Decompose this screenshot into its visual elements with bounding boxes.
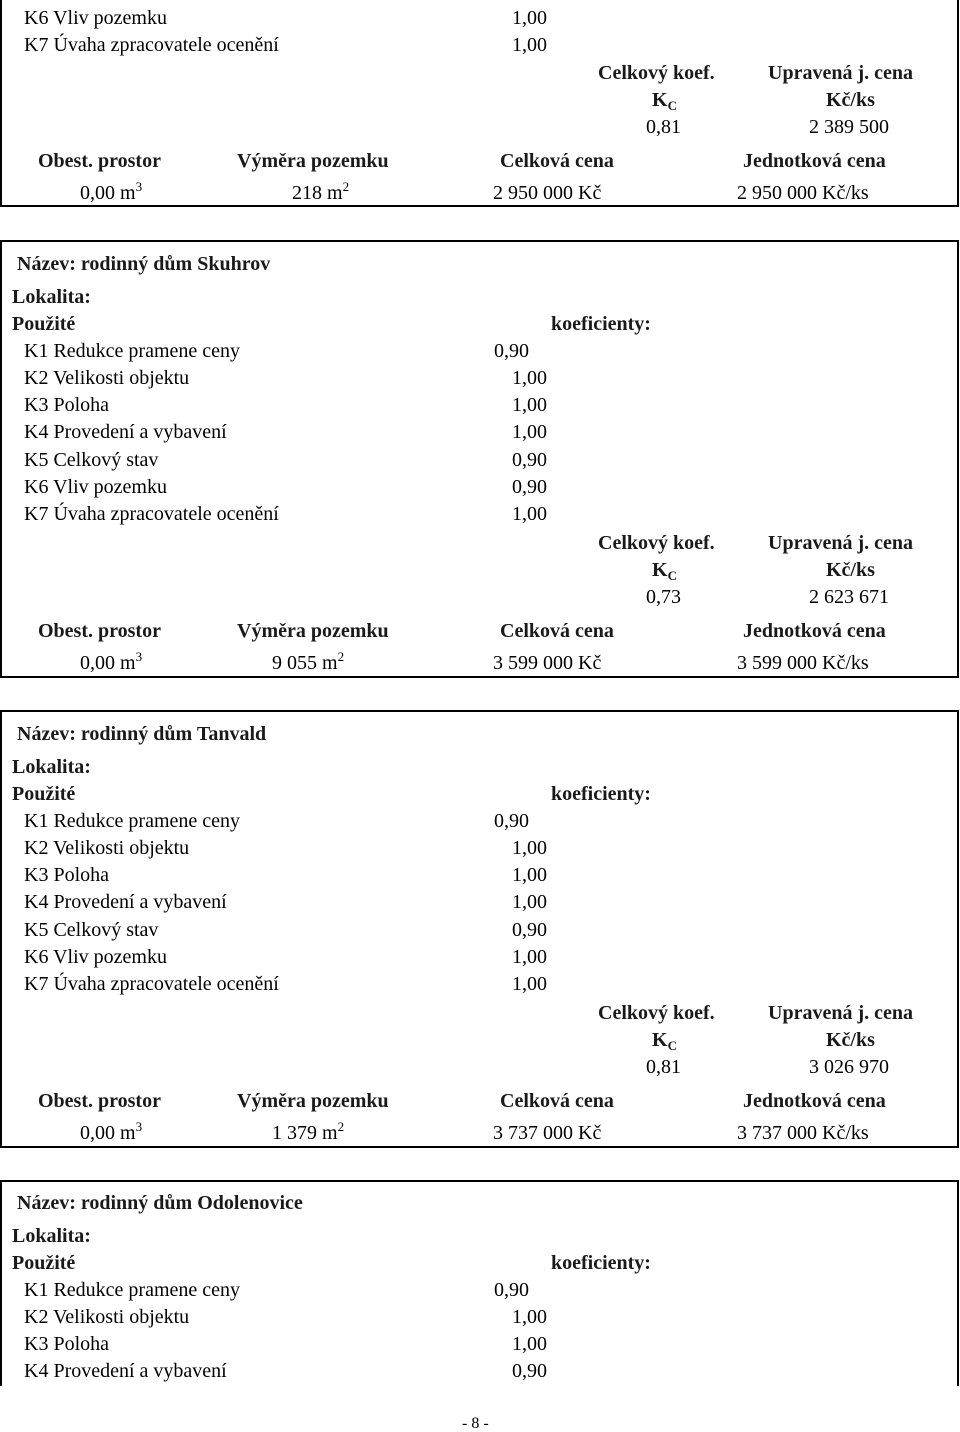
- upravena-cena-header: Upravená j. cena: [768, 532, 913, 554]
- coef-value: 1,00: [512, 7, 547, 29]
- block-border-bottom: [0, 676, 959, 678]
- celkovy-koef-header: Celkový koef.: [598, 532, 715, 554]
- kc-value: 0,81: [646, 116, 681, 138]
- block-border-right: [957, 240, 959, 678]
- block-border-right: [957, 1180, 959, 1386]
- celkovy-koef-header: Celkový koef.: [598, 62, 715, 84]
- coef-value: 1,00: [512, 891, 547, 913]
- coef-label: K4 Provedení a vybavení: [24, 421, 227, 443]
- coef-value: 1,00: [512, 1333, 547, 1355]
- celkova-cena-header: Celková cena: [500, 150, 614, 172]
- coef-value: 0,90: [494, 340, 529, 362]
- coef-value: 1,00: [512, 864, 547, 886]
- valuation-block-odolenovice: [0, 1180, 960, 1386]
- coef-label: K4 Provedení a vybavení: [24, 1360, 227, 1382]
- block-border-top: [0, 710, 959, 712]
- coef-label: K1 Redukce pramene ceny: [24, 340, 241, 362]
- kc-value: 0,73: [646, 586, 681, 608]
- coef-value: 1,00: [512, 1306, 547, 1328]
- coef-label: K2 Velikosti objektu: [24, 367, 190, 389]
- coef-label: K3 Poloha: [24, 864, 109, 886]
- coef-label: K2 Velikosti objektu: [24, 1306, 190, 1328]
- block-border-top: [0, 240, 959, 242]
- celkova-cena-header: Celková cena: [500, 620, 614, 642]
- obest-prostor-header: Obest. prostor: [38, 150, 161, 172]
- page-number: - 8 -: [462, 1415, 489, 1432]
- vymera-value: 218 $m^2$: [292, 179, 350, 204]
- block-border-bottom: [0, 1146, 959, 1148]
- pouzite-label: Použité: [12, 313, 76, 335]
- kc-per-ks-header: Kč/ks: [826, 559, 875, 581]
- block-border-left: [0, 240, 2, 678]
- coef-label: K3 Poloha: [24, 1333, 109, 1355]
- coef-value: 1,00: [512, 503, 547, 525]
- celkova-value: 2 950 000 Kč: [493, 182, 602, 204]
- coef-label: K5 Celkový stav: [24, 919, 159, 941]
- block-border-top: [0, 1180, 959, 1182]
- kc-symbol: $K_C$: [652, 1029, 677, 1053]
- koeficienty-label: koeficienty:: [551, 783, 651, 805]
- kc-symbol: $K_C$: [652, 89, 677, 113]
- block-border-right: [957, 0, 959, 207]
- vymera-pozemku-header: Výměra pozemku: [237, 1090, 389, 1112]
- coef-value: 1,00: [512, 946, 547, 968]
- coef-value: 1,00: [512, 367, 547, 389]
- celkova-value: 3 737 000 Kč: [493, 1122, 602, 1144]
- pouzite-label: Použité: [12, 783, 76, 805]
- valuation-block-skuhrov: [0, 240, 960, 680]
- valuation-block-tanvald: [0, 710, 960, 1150]
- coef-label: K4 Provedení a vybavení: [24, 891, 227, 913]
- obest-prostor-header: Obest. prostor: [38, 1090, 161, 1112]
- block-border-left: [0, 710, 2, 1148]
- coef-label: K7 Úvaha zpracovatele ocenění: [24, 503, 279, 525]
- coef-value: 0,90: [512, 476, 547, 498]
- coef-value: 1,00: [512, 394, 547, 416]
- coef-label: K6 Vliv pozemku: [24, 7, 167, 29]
- upravena-cena-header: Upravená j. cena: [768, 62, 913, 84]
- kc-value: 0,81: [646, 1056, 681, 1078]
- coef-value: 0,90: [512, 1360, 547, 1382]
- coef-value: 0,90: [494, 810, 529, 832]
- coef-label: K7 Úvaha zpracovatele ocenění: [24, 973, 279, 995]
- celkovy-koef-header: Celkový koef.: [598, 1002, 715, 1024]
- upravena-cena-header: Upravená j. cena: [768, 1002, 913, 1024]
- coef-value: 0,90: [512, 449, 547, 471]
- vymera-pozemku-header: Výměra pozemku: [237, 150, 389, 172]
- block-border-left: [0, 0, 2, 207]
- jednotkova-value: 3 599 000 Kč/ks: [737, 652, 869, 674]
- coef-value: 1,00: [512, 973, 547, 995]
- coef-label: K6 Vliv pozemku: [24, 476, 167, 498]
- celkova-cena-header: Celková cena: [500, 1090, 614, 1112]
- upravena-value: 2 389 500: [809, 116, 889, 138]
- coef-label: K3 Poloha: [24, 394, 109, 416]
- property-name: Název: rodinný dům Odolenovice: [17, 1192, 303, 1214]
- block-border-bottom: [0, 205, 959, 207]
- block-border-left: [0, 1180, 2, 1386]
- koeficienty-label: koeficienty:: [551, 313, 651, 335]
- jednotkova-value: 2 950 000 Kč/ks: [737, 182, 869, 204]
- coef-label: K1 Redukce pramene ceny: [24, 810, 241, 832]
- lokalita-label: Lokalita:: [12, 756, 91, 778]
- jednotkova-value: 3 737 000 Kč/ks: [737, 1122, 869, 1144]
- obest-value: 0,00 $m^3$: [80, 649, 143, 674]
- kc-per-ks-header: Kč/ks: [826, 89, 875, 111]
- coef-value: 1,00: [512, 421, 547, 443]
- coef-value: 1,00: [512, 837, 547, 859]
- lokalita-label: Lokalita:: [12, 286, 91, 308]
- coef-label: K7 Úvaha zpracovatele ocenění: [24, 34, 279, 56]
- kc-per-ks-header: Kč/ks: [826, 1029, 875, 1051]
- jednotkova-cena-header: Jednotková cena: [743, 1090, 886, 1112]
- jednotkova-cena-header: Jednotková cena: [743, 620, 886, 642]
- coef-value: 0,90: [494, 1279, 529, 1301]
- coef-value: 1,00: [512, 34, 547, 56]
- upravena-value: 3 026 970: [809, 1056, 889, 1078]
- upravena-value: 2 623 671: [809, 586, 889, 608]
- obest-value: 0,00 $m^3$: [80, 179, 143, 204]
- coef-label: K5 Celkový stav: [24, 449, 159, 471]
- vymera-value: 9 055 $m^2$: [272, 649, 345, 674]
- obest-prostor-header: Obest. prostor: [38, 620, 161, 642]
- coef-value: 0,90: [512, 919, 547, 941]
- property-name: Název: rodinný dům Skuhrov: [17, 253, 271, 275]
- kc-symbol: $K_C$: [652, 559, 677, 583]
- coef-label: K2 Velikosti objektu: [24, 837, 190, 859]
- block-border-right: [957, 710, 959, 1148]
- jednotkova-cena-header: Jednotková cena: [743, 150, 886, 172]
- coef-label: K6 Vliv pozemku: [24, 946, 167, 968]
- pouzite-label: Použité: [12, 1252, 76, 1274]
- lokalita-label: Lokalita:: [12, 1225, 91, 1247]
- property-name: Název: rodinný dům Tanvald: [17, 723, 267, 745]
- koeficienty-label: koeficienty:: [551, 1252, 651, 1274]
- obest-value: 0,00 $m^3$: [80, 1119, 143, 1144]
- celkova-value: 3 599 000 Kč: [493, 652, 602, 674]
- vymera-value: 1 379 $m^2$: [272, 1119, 345, 1144]
- coef-label: K1 Redukce pramene ceny: [24, 1279, 241, 1301]
- vymera-pozemku-header: Výměra pozemku: [237, 620, 389, 642]
